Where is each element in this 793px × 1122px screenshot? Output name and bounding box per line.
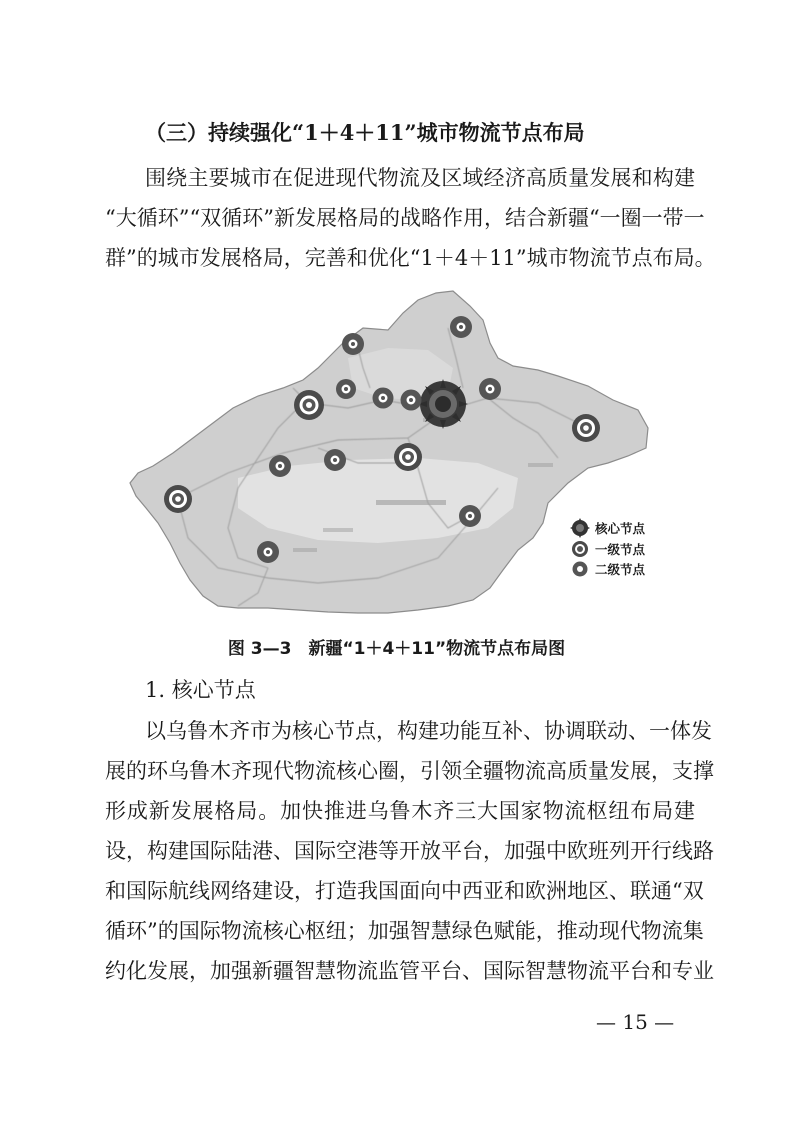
map-legend [570,518,646,577]
legend-core-icon [570,518,590,538]
map-svg [118,288,678,623]
level2-node-marker [269,455,291,477]
level2-node-marker [459,505,481,527]
level1-node-marker [394,443,422,471]
core-node-marker [418,379,468,429]
paragraph-1-line: “大循环”“双循环”新发展格局的战略作用，结合新疆“一圈一带一 [105,206,705,230]
level1-node-marker [164,485,192,513]
paragraph-2-line: 和国际航线网络建设，打造我国面向中西亚和欧洲地区、联通“双 [105,879,704,903]
level2-node-marker [450,316,472,338]
level2-node-marker [257,541,279,563]
paragraph-1-line: 群”的城市发展格局，完善和优化“1＋4＋11”城市物流节点布局。 [105,246,716,270]
level2-node-marker [336,379,356,399]
level1-node-marker [572,414,600,442]
paragraph-2-line: 设，构建国际陆港、国际空港等开放平台，加强中欧班列开行线路 [105,839,714,863]
level2-node-marker [373,388,394,409]
section-heading: （三）持续强化“1＋4＋11”城市物流节点布局 [145,120,585,145]
legend-label: 核心节点 [595,521,646,536]
legend-label: 二级节点 [595,562,646,577]
paragraph-2-line: 形成新发展格局。加快推进乌鲁木齐三大国家物流枢纽布局建 [105,799,695,823]
level2-node-marker [479,378,501,400]
legend-level2-icon [573,562,588,577]
subheading: 1. 核心节点 [145,678,256,702]
level1-node-marker [294,390,324,420]
level2-node-marker [342,333,364,355]
paragraph-2-line: 展的环乌鲁木齐现代物流核心圈，引领全疆物流高质量发展，支撑 [105,759,714,783]
paragraph-2-line: 循环”的国际物流核心枢纽；加强智慧绿色赋能，推动现代物流集 [105,919,704,943]
legend-level1-icon [572,541,588,557]
paragraph-2-line: 约化发展，加强新疆智慧物流监管平台、国际智慧物流平台和专业 [105,959,714,983]
paragraph-1-line: 围绕主要城市在促进现代物流及区域经济高质量发展和构建 [145,166,695,190]
xinjiang-logistics-node-map [118,288,678,623]
paragraph-2-line: 以乌鲁木齐市为核心节点，构建功能互补、协调联动、一体发 [145,719,712,743]
figure-caption: 图 3—3 新疆“1＋4＋11”物流节点布局图 [227,639,566,659]
level2-node-marker [324,449,346,471]
xinjiang-region-shape [130,291,648,613]
page-number: — 15 — [596,1010,675,1034]
legend-label: 一级节点 [595,542,646,557]
level2-node-marker [401,390,422,411]
